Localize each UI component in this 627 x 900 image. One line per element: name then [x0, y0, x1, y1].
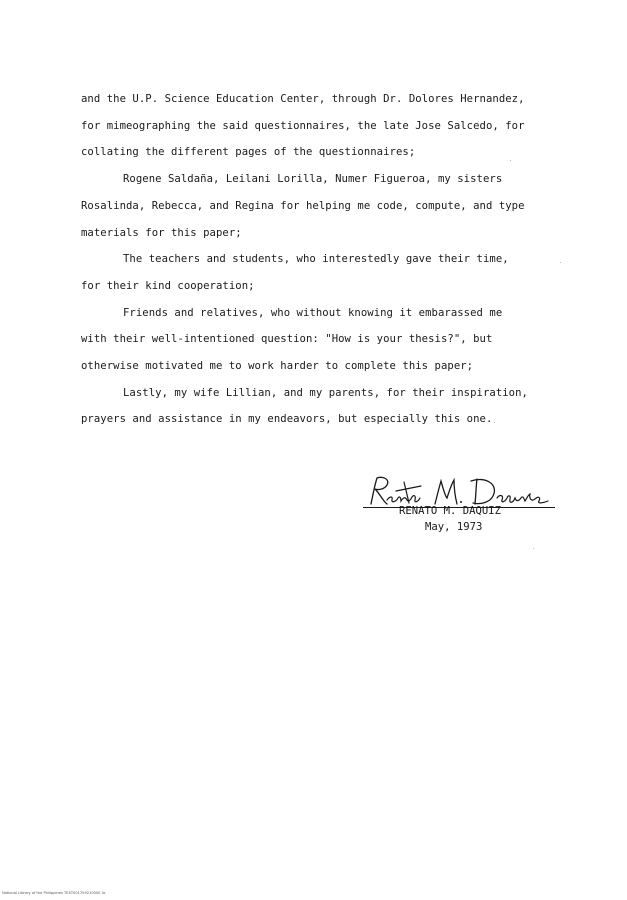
text-line-indented: Rogene Saldaña, Leilani Lorilla, Numer Figueroa, my sisters — [123, 173, 503, 186]
text-line-indented: Lastly, my wife Lillian, and my parents, for their inspiration, — [123, 386, 528, 399]
text-line: Rosalinda, Rebecca, and Regina for helping me code, compute, and type — [81, 199, 525, 212]
signature-date: May, 1973 — [425, 521, 483, 533]
text-line: for mimeographing the said questionnaires, the late Jose Salcedo, for — [81, 119, 525, 132]
signatory-name: RENATO M. DAQUIZ — [399, 505, 502, 517]
text-line: prayers and assistance in my endeavors, but especially this one. — [81, 413, 493, 426]
scan-speck — [494, 422, 495, 423]
text-line: and the U.P. Science Education Center, through Dr. Dolores Hernandez, — [81, 93, 525, 105]
text-line: with their well-intentioned question: "How is your thesis?", but — [81, 333, 493, 346]
text-line: collating the different pages of the questionnaires; — [81, 146, 416, 159]
text-line: otherwise motivated me to work harder to complete this paper; — [81, 360, 474, 373]
scan-speck — [533, 548, 534, 549]
scan-speck — [510, 160, 511, 161]
acknowledgment-body — [81, 86, 571, 433]
archive-footer: National Library of the Philippines TEXT001759210000 jlc — [2, 891, 106, 895]
text-line: materials for this paper; — [81, 226, 242, 239]
text-line-indented: Friends and relatives, who without knowing it embarassed me — [123, 306, 503, 319]
signature-block — [363, 474, 559, 544]
text-line-indented: The teachers and students, who interestedly gave their time, — [123, 253, 509, 266]
scan-speck — [560, 262, 561, 263]
text-line: for their kind cooperation; — [81, 279, 255, 292]
